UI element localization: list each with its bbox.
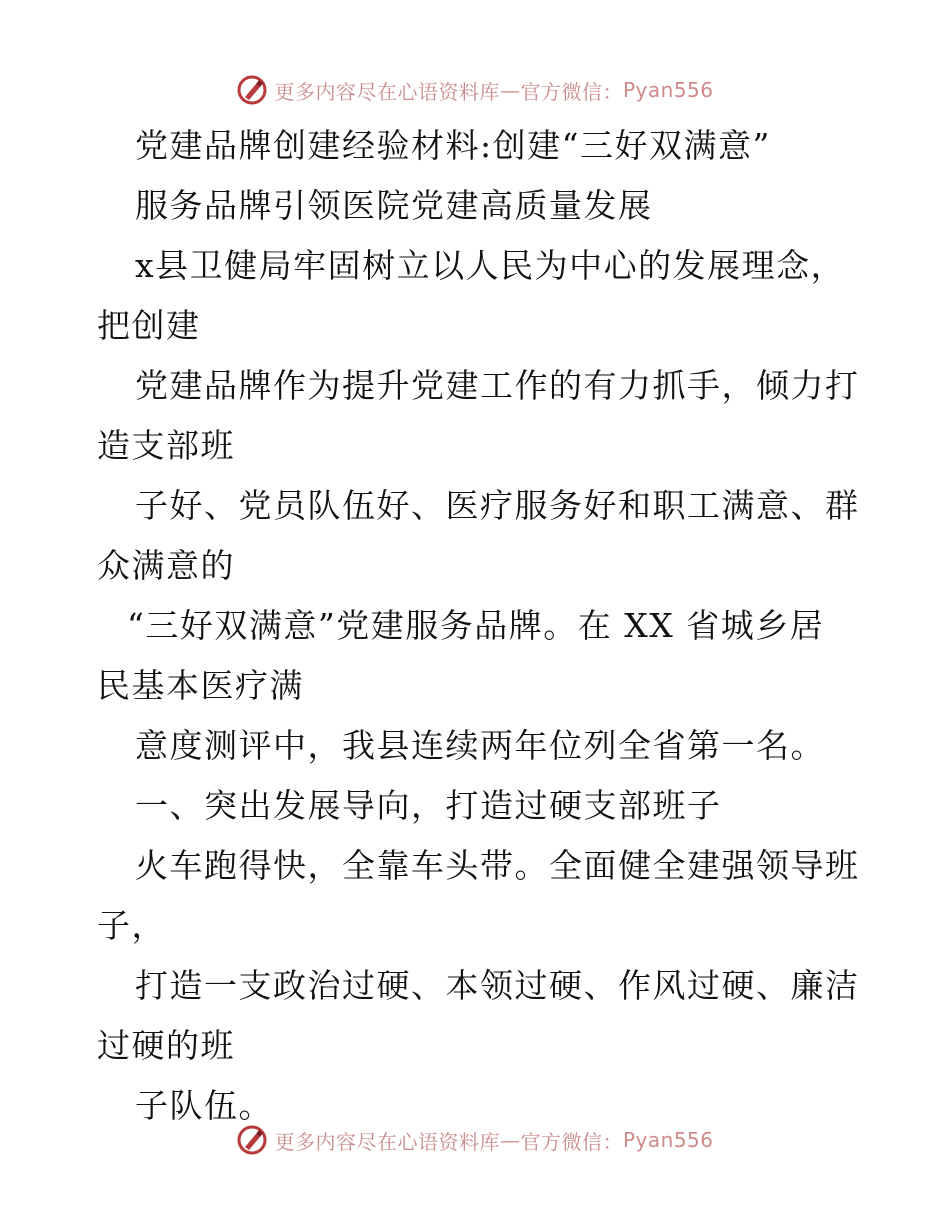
paragraph-line: 一、突出发展导向，打造过硬支部班子 bbox=[135, 786, 722, 825]
watermark-separator: — bbox=[499, 1128, 521, 1152]
watermark-id-text: Pyan556 bbox=[622, 1128, 714, 1152]
watermark-main-text: 更多内容尽在心语资料库 bbox=[274, 1129, 500, 1154]
paragraph-line: 子好、党员队伍好、医疗服务好和职工满意、群 bbox=[135, 486, 860, 525]
header-watermark bbox=[0, 70, 950, 110]
paragraph-line: 火车跑得快，全靠车头带。全面健全建强领导班 bbox=[135, 846, 860, 885]
paragraph-line: 服务品牌引领医院党建高质量发展 bbox=[135, 186, 653, 225]
paragraph-line: 子队伍。 bbox=[135, 1086, 273, 1125]
paragraph-line: “三好双满意”党建服务品牌。在 XX 省城乡居 bbox=[127, 606, 825, 645]
watermark-main-text: 更多内容尽在心语资料库 bbox=[274, 79, 500, 104]
paragraph-line: 过硬的班 bbox=[97, 1026, 235, 1065]
watermark-sub-text: 官方微信： bbox=[520, 1129, 623, 1154]
paragraph-line: 打造一支政治过硬、本领过硬、作风过硬、廉洁 bbox=[135, 966, 860, 1005]
paragraph-line: x县卫健局牢固树立以人民为中心的发展理念， bbox=[135, 246, 846, 285]
paragraph-line: 民基本医疗满 bbox=[97, 666, 304, 705]
paragraph-line: 把创建 bbox=[97, 306, 201, 345]
paragraph-line: 子， bbox=[97, 906, 166, 945]
footer-watermark bbox=[0, 1120, 950, 1160]
paragraph-line: 党建品牌创建经验材料:创建“三好双满意” bbox=[135, 126, 771, 165]
pen-logo-icon bbox=[236, 74, 268, 106]
paragraph-line: 意度测评中，我县连续两年位列全省第一名。 bbox=[135, 726, 825, 765]
watermark-sub-text: 官方微信： bbox=[520, 79, 623, 104]
paragraph-line: 众满意的 bbox=[97, 546, 235, 585]
pen-logo-icon bbox=[236, 1124, 268, 1156]
document-body bbox=[97, 116, 867, 1136]
paragraph-line: 党建品牌作为提升党建工作的有力抓手，倾力打 bbox=[135, 366, 860, 405]
watermark-separator: — bbox=[499, 78, 521, 102]
paragraph-line: 造支部班 bbox=[97, 426, 235, 465]
watermark-id-text: Pyan556 bbox=[622, 78, 714, 102]
